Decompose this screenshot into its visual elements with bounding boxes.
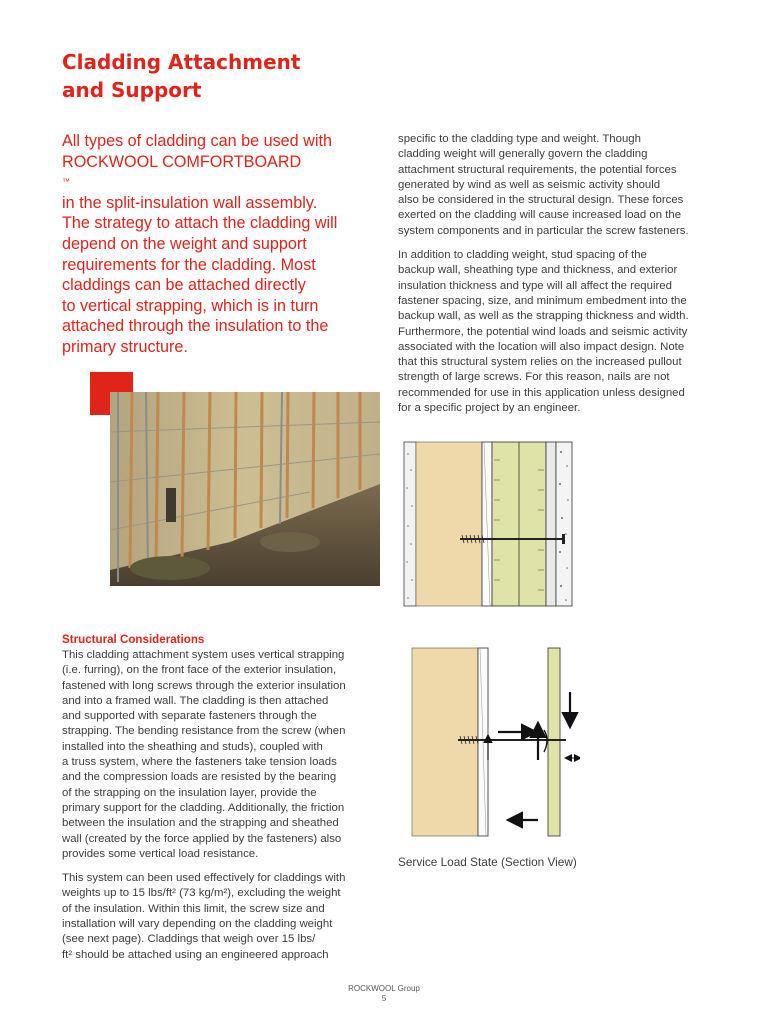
lead-line: claddings can be attached directly	[62, 276, 306, 295]
structural-considerations-section	[62, 632, 382, 963]
page-number: 5	[381, 994, 387, 1003]
body-line: In addition to cladding weight, stud spacing of the	[398, 249, 647, 262]
body-line: specific to the cladding type and weight. Though	[398, 133, 641, 145]
body-line: provides some vertical load resistance.	[62, 847, 259, 860]
body-line: also be considered in the structural design. These forces	[398, 194, 684, 207]
body-line: and into a framed wall. The cladding is then attached	[62, 694, 329, 707]
body-line: recommended for use in this application unless designed	[398, 386, 685, 399]
body-line: Furthermore, the potential wind loads and seismic activity	[398, 325, 688, 338]
page-footer	[0, 984, 768, 1004]
lead-line: primary structure.	[62, 337, 188, 356]
body-line: of the strapping on the insulation layer, provide the	[62, 786, 317, 799]
lead-line: to vertical strapping, which is in turn	[62, 296, 319, 315]
body-line: cladding weight will generally govern the cladding	[398, 148, 648, 161]
lead-line: requirements for the cladding. Most	[62, 255, 316, 274]
body-line: fastened with long screws through the exterior insulation	[62, 679, 346, 692]
body-line: between the insulation and the strapping and sheathed	[62, 817, 339, 830]
lower-section	[412, 648, 580, 836]
page-title	[62, 48, 382, 104]
footer-company: ROCKWOOL Group	[348, 984, 420, 993]
body-line: weights up to 15 lbs/ft² (73 kg/m²), excluding the weight	[62, 887, 341, 900]
body-line: ft² should be attached using an engineered approach	[62, 948, 329, 961]
body-line: insulation thickness and type will all affect the required	[398, 279, 672, 292]
title-line-1: Cladding Attachment	[62, 50, 301, 74]
installation-photo	[110, 392, 380, 586]
body-line: backup wall, sheathing type and thickness, and exterior	[398, 264, 678, 277]
body-line: fastener spacing, size, and minimum embedment into the	[398, 294, 687, 307]
body-line: that this structural system relies on the increased pullout	[398, 356, 682, 369]
body-line: This cladding attachment system uses vertical strapping	[62, 649, 345, 661]
body-line: and the compression loads are resisted by the bearing	[62, 771, 337, 784]
body-line: (i.e. furring), on the front face of the exterior insulation,	[62, 664, 337, 677]
body-line: a truss system, where the fasteners take tension loads	[62, 756, 337, 769]
upper-section	[404, 442, 572, 606]
body-line: system components and in particular the screw fasteners.	[398, 224, 689, 237]
body-line: (see next page). Claddings that weigh over 15 lbs/	[62, 933, 316, 946]
lead-line: attached through the insulation to the	[62, 317, 329, 336]
diagram-caption: Service Load State (Section View)	[398, 855, 577, 869]
lead-paragraph	[62, 131, 382, 358]
body-line: for a specific project by an engineer.	[398, 402, 581, 415]
body-line: This system can been used effectively for claddings with	[62, 872, 346, 885]
body-line: installation will vary depending on the cladding weight	[62, 918, 333, 931]
body-line: associated with the location will also impact design. Note	[398, 340, 685, 353]
body-line: primary support for the cladding. Additionally, the friction	[62, 801, 345, 814]
body-line: installed into the sheathing and studs), coupled with	[62, 740, 323, 753]
body-line: exerted on the cladding will cause increased load on the	[398, 209, 682, 222]
body-line: wall (created by the force applied by the fasteners) also	[62, 832, 342, 845]
body-line: attachment structural requirements, the potential forces	[398, 163, 677, 176]
body-line: of the insulation. Within this limit, the screw size and	[62, 902, 325, 915]
right-column-text	[398, 132, 728, 416]
trademark-symbol: ™	[62, 177, 70, 187]
section-heading: Structural Considerations	[62, 633, 205, 646]
lead-line: depend on the weight and support	[62, 234, 307, 253]
installation-photo-block	[90, 372, 380, 586]
lead-line: in the split-insulation wall assembly.	[62, 193, 318, 212]
lead-line: ROCKWOOL COMFORTBOARD ™	[62, 152, 302, 187]
body-line: strapping. The bending resistance from the screw (when	[62, 725, 346, 738]
lead-line: All types of cladding can be used with	[62, 132, 332, 150]
lead-line: The strategy to attach the cladding will	[62, 214, 338, 233]
title-line-2: and Support	[62, 78, 202, 102]
body-line: and supported with separate fasteners through the	[62, 710, 317, 723]
body-line: backup wall, as well as the strapping thickness and width.	[398, 310, 689, 323]
body-line: generated by wind as well as seismic activity should	[398, 178, 661, 191]
wall-section-diagram	[398, 440, 580, 838]
body-line: strength of large screws. For this reason, nails are not	[398, 371, 670, 384]
